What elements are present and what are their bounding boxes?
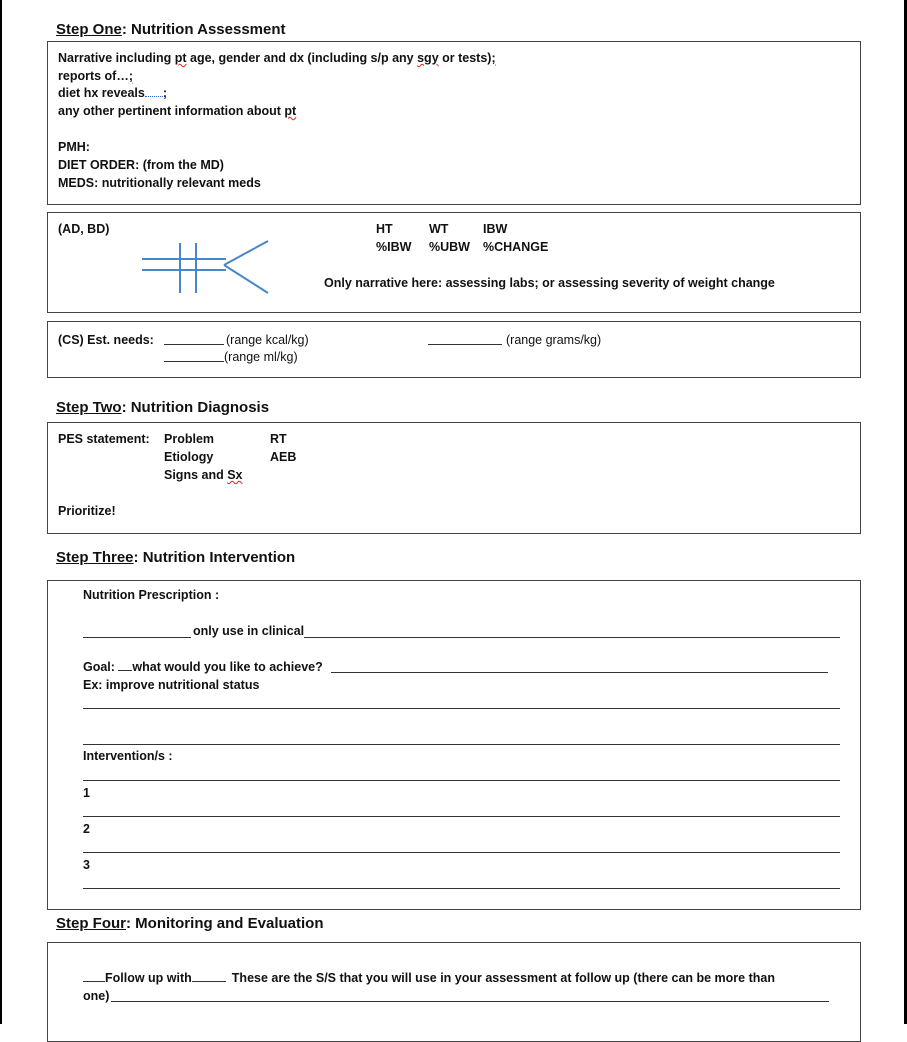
followup-blank[interactable] [111,1001,829,1002]
grams-blank[interactable] [428,344,502,345]
ad-bd-label: (AD, BD) [58,222,110,236]
ml-range: (range ml/kg) [224,350,298,364]
ibw-hash-symbol [138,239,278,297]
signs-label: Signs and Sx [164,468,243,482]
prescription-blank-right[interactable] [304,637,840,638]
pct-change-label: %CHANGE [483,240,549,254]
intervention-line-a[interactable] [83,780,840,781]
monitoring-box [47,942,861,1042]
kcal-blank[interactable] [164,344,224,345]
step-two-heading: Step Two: Nutrition Diagnosis [56,399,270,416]
etiology-label: Etiology [164,450,214,464]
narrative-line-3: diet hx reveals ; [58,86,168,100]
followup-line: Follow up with These are the S/S that you will use in your assessment at follow up (there can be more than [83,969,775,987]
pmh-label: PMH: [58,140,90,154]
rt-label: RT [270,432,287,446]
step-four-heading: Step Four: Monitoring and Evaluation [56,915,324,932]
intervention-box [47,580,861,910]
pct-ibw-label: %IBW [376,240,412,254]
kcal-range: (range kcal/kg) [226,333,309,347]
anthropometrics-box [47,212,861,313]
aeb-label: AEB [270,450,297,464]
step-three-heading: Step Three: Nutrition Intervention [56,549,296,566]
pct-ubw-label: %UBW [429,240,470,254]
goal-extra-line-2[interactable] [83,744,840,745]
ml-blank[interactable] [164,361,224,362]
clinical-note: only use in clinical [193,624,305,638]
meds-label: MEDS: nutritionally relevant meds [58,176,261,190]
intervention-line-2[interactable] [83,852,840,853]
narrative-line-2: reports of…; [58,69,134,83]
pes-box [47,422,861,534]
prescription-label: Nutrition Prescription : [83,588,220,602]
intervention-number-3: 3 [83,858,90,872]
narrative-line-1: Narrative including pt age, gender and dx (including s/p any sgy or tests); [58,51,496,65]
step-one-heading: Step One: Nutrition Assessment [56,21,286,38]
interventions-label: Intervention/s : [83,749,173,763]
grams-range: (range grams/kg) [506,333,602,347]
cs-label: (CS) Est. needs: [58,333,154,347]
goal-line: Goal: what would you like to achieve? [83,660,323,674]
intervention-number-2: 2 [83,822,90,836]
assessment-narrative-box [47,41,861,205]
goal-extra-line-1[interactable] [83,708,840,709]
prioritize-label: Prioritize! [58,504,116,518]
labs-note: Only narrative here: assessing labs; or assessing severity of weight change [324,276,775,290]
intervention-line-3[interactable] [83,888,840,889]
intervention-number-1: 1 [83,786,90,800]
estimated-needs-box [47,321,861,378]
prescription-blank-left[interactable] [83,637,191,638]
page-left-border [0,0,2,1024]
example-note: Ex: improve nutritional status [83,678,260,692]
ht-label: HT [376,222,393,236]
narrative-line-4: any other pertinent information about pt [58,104,297,118]
followup-one: one) [83,989,110,1003]
intervention-line-1[interactable] [83,816,840,817]
pes-label: PES statement: [58,432,150,446]
wt-label: WT [429,222,449,236]
diet-order-label: DIET ORDER: (from the MD) [58,158,224,172]
ibw-label: IBW [483,222,508,236]
goal-blank[interactable] [331,672,828,673]
problem-label: Problem [164,432,215,446]
